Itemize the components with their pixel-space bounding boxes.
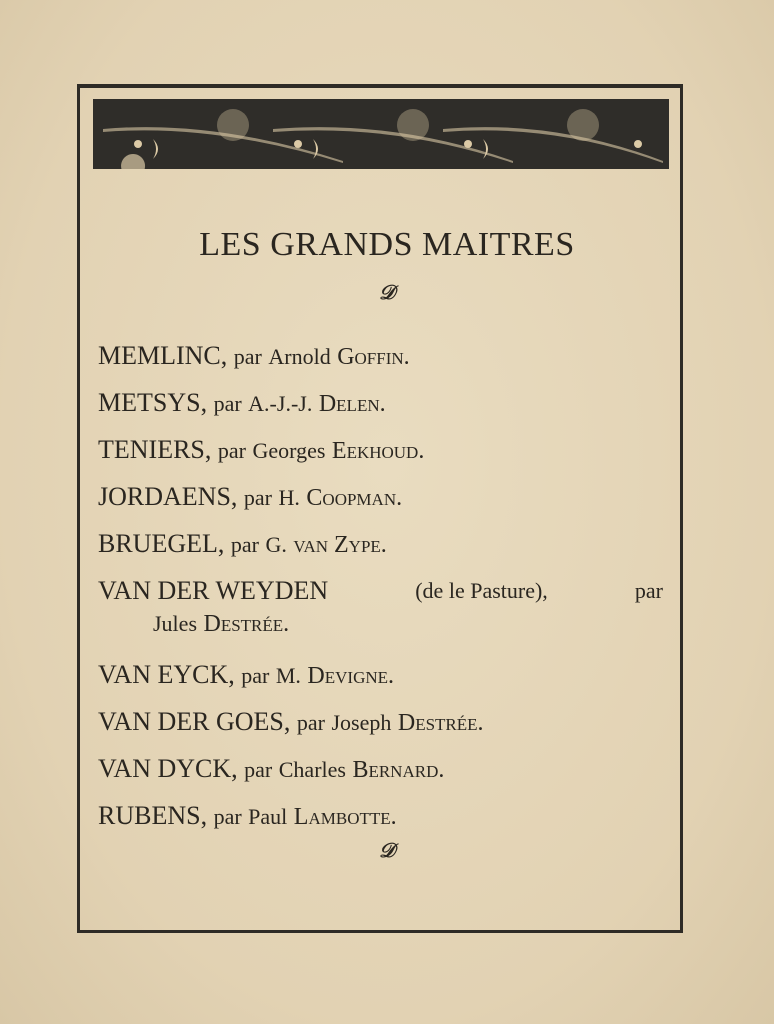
- list-item: RUBENS, par Paul Lambotte.: [98, 801, 397, 830]
- list-item: MEMLINC, par Arnold Goffin.: [98, 341, 410, 370]
- list-item: VAN DER GOES, par Joseph Destrée.: [98, 707, 484, 736]
- list-item: VAN DER WEYDEN (de le Pasture), par Jules Destrée.: [98, 576, 663, 637]
- list-item: VAN EYCK, par M. Devigne.: [98, 660, 395, 689]
- fleuron-ornament-top: 𝒟: [379, 282, 395, 304]
- floral-ornament-banner: [93, 99, 669, 169]
- list-item: BRUEGEL, par G. van Zype.: [98, 529, 387, 558]
- list-item: VAN DYCK, par Charles Bernard.: [98, 754, 445, 783]
- fleuron-ornament-bottom: 𝒟: [379, 840, 395, 862]
- page-title: LES GRANDS MAITRES: [199, 226, 575, 263]
- list-item: TENIERS, par Georges Eekhoud.: [98, 435, 425, 464]
- list-item: METSYS, par A.-J.-J. Delen.: [98, 388, 386, 417]
- list-item: JORDAENS, par H. Coopman.: [98, 482, 403, 511]
- series-list: [98, 333, 663, 840]
